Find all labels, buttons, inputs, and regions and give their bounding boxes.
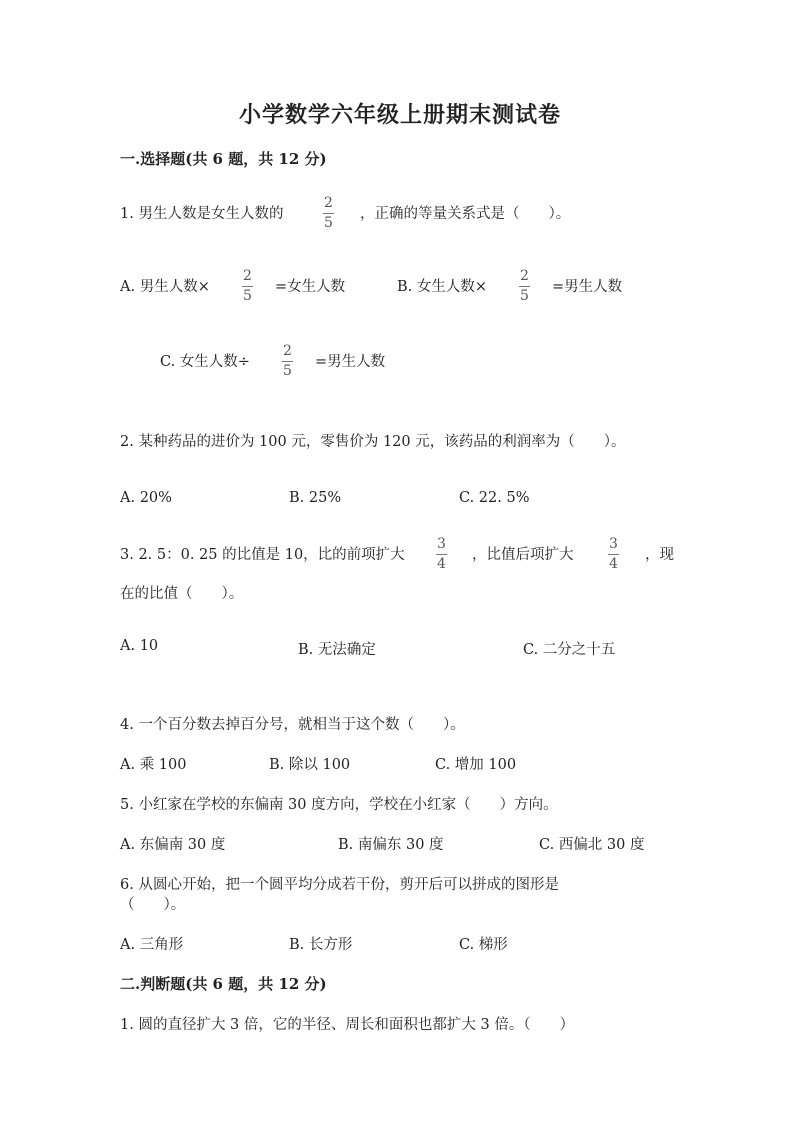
option-c-text: =男生人数 bbox=[315, 354, 386, 370]
fraction-bar bbox=[323, 213, 334, 214]
question-text: 6. 从圆心开始，把一个圆平均分成若干份，剪开后可以拼成的图形是 bbox=[120, 877, 559, 893]
option-b[interactable]: B. 长方形 bbox=[289, 937, 353, 953]
fraction-denominator: 5 bbox=[243, 288, 252, 304]
option-b[interactable]: B. 无法确定 bbox=[298, 642, 376, 658]
option-a[interactable]: A. 10 bbox=[120, 638, 159, 654]
option-a[interactable]: A. 20% bbox=[120, 490, 172, 506]
option-c[interactable]: C. 增加 100 bbox=[435, 757, 517, 773]
option-b-text: =男生人数 bbox=[552, 279, 623, 295]
fraction-bar bbox=[608, 554, 619, 555]
page-title: 小学数学六年级上册期末测试卷 bbox=[238, 102, 561, 128]
fraction-denominator: 4 bbox=[609, 556, 618, 572]
fraction bbox=[436, 537, 447, 571]
question-text: ，正确的等量关系式是（ ）。 bbox=[360, 206, 571, 222]
option-b[interactable]: B. 除以 100 bbox=[269, 757, 351, 773]
fraction-bar bbox=[242, 286, 253, 287]
question-text: 5. 小红家在学校的东偏南 30 度方向，学校在小红家（ ）方向。 bbox=[120, 797, 558, 813]
fraction-numerator: 2 bbox=[520, 268, 529, 284]
question-text: 2. 某种药品的进价为 100 元，零售价为 120 元，该药品的利润率为（ ）。 bbox=[120, 434, 626, 450]
option-a[interactable]: A. 男生人数× bbox=[120, 279, 210, 295]
question-text: 1. 男生人数是女生人数的 bbox=[120, 206, 284, 222]
fraction bbox=[323, 196, 334, 230]
fraction-numerator: 2 bbox=[324, 195, 333, 211]
option-b[interactable]: B. 南偏东 30 度 bbox=[338, 837, 444, 853]
fraction-numerator: 3 bbox=[609, 536, 618, 552]
judgement-question-1: 1. 圆的直径扩大 3 倍，它的半径、周长和面积也都扩大 3 倍。（ ） bbox=[120, 1017, 575, 1033]
option-c[interactable]: C. 梯形 bbox=[459, 937, 508, 953]
question-text: ，现 bbox=[645, 547, 674, 563]
option-a-text: =女生人数 bbox=[275, 279, 346, 295]
fraction-numerator: 2 bbox=[283, 343, 292, 359]
fraction bbox=[608, 537, 619, 571]
option-a[interactable]: A. 东偏南 30 度 bbox=[120, 837, 226, 853]
fraction bbox=[519, 269, 530, 303]
fraction-denominator: 5 bbox=[283, 363, 292, 379]
fraction-numerator: 3 bbox=[437, 536, 446, 552]
question-text: ，比值后项扩大 bbox=[472, 547, 574, 563]
option-c[interactable]: C. 二分之十五 bbox=[523, 642, 616, 658]
fraction-denominator: 5 bbox=[520, 288, 529, 304]
fraction-bar bbox=[436, 554, 447, 555]
fraction-denominator: 5 bbox=[324, 215, 333, 231]
section-heading-choice: 一.选择题(共 6 题，共 12 分) bbox=[120, 150, 327, 168]
question-text: 3. 2. 5：0. 25 的比值是 10，比的前项扩大 bbox=[120, 547, 405, 563]
option-a[interactable]: A. 乘 100 bbox=[120, 757, 187, 773]
option-b[interactable]: B. 25% bbox=[289, 490, 342, 506]
question-text-line2: 在的比值（ ）。 bbox=[120, 586, 244, 602]
option-b[interactable]: B. 女生人数× bbox=[397, 279, 488, 295]
fraction bbox=[282, 344, 293, 378]
fraction-bar bbox=[519, 286, 530, 287]
option-c[interactable]: C. 女生人数÷ bbox=[160, 354, 250, 370]
option-c[interactable]: C. 西偏北 30 度 bbox=[539, 837, 645, 853]
section-heading-judgement: 二.判断题(共 6 题，共 12 分) bbox=[120, 975, 327, 993]
fraction-bar bbox=[282, 361, 293, 362]
question-text-line2: （ ）。 bbox=[120, 897, 186, 913]
fraction-denominator: 4 bbox=[437, 556, 446, 572]
option-a[interactable]: A. 三角形 bbox=[120, 937, 184, 953]
option-c[interactable]: C. 22. 5% bbox=[459, 490, 530, 506]
question-text: 4. 一个百分数去掉百分号，就相当于这个数（ ）。 bbox=[120, 717, 465, 733]
fraction-numerator: 2 bbox=[243, 268, 252, 284]
fraction bbox=[242, 269, 253, 303]
